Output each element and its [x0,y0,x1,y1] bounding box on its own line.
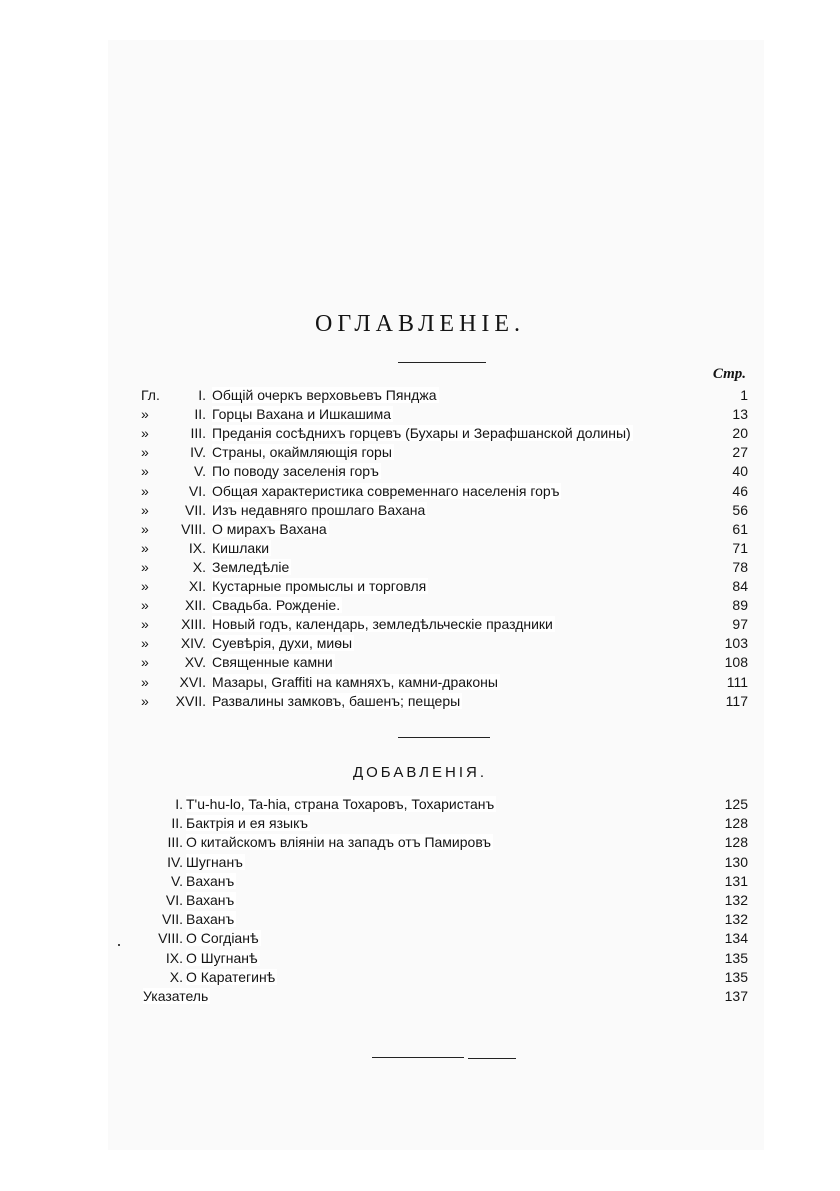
page-number: 97 [732,616,748,633]
addition-number: III. [167,834,183,851]
page-number: 111 [726,673,748,690]
page-number: 46 [732,482,748,499]
addition-entry [0,833,840,852]
chapter-prefix: » [141,425,149,442]
entry-title-cell [186,929,748,948]
chapter-prefix: » [141,558,149,575]
toc-entry [0,539,840,558]
entry-title-cell [186,872,748,891]
page-number: 108 [724,654,748,671]
toc-entry [0,558,840,577]
entry-title: Преданія сосѣднихъ горцевъ (Бухары и Зерафшанской долины) [212,425,631,442]
page-number: 134 [724,930,748,947]
page-number: 128 [724,834,748,851]
toc-entry [0,653,840,672]
chapter-prefix: » [141,635,149,652]
chapter-number: I. [198,387,206,403]
page-column-header: Стр. [712,366,746,382]
chapter-prefix: » [141,597,149,614]
toc-entry [0,462,840,481]
entry-title: Суевѣрія, духи, миѳы [212,635,353,652]
chapter-number: IX. [188,539,206,556]
section-rule [398,737,490,738]
entry-title-cell [212,539,748,558]
addition-number: VIII. [158,930,183,947]
addition-number: V. [171,872,183,889]
entry-title: Бактрія и ея языкъ [186,815,308,832]
page-number: 61 [732,520,748,537]
entry-title: Изъ недавняго прошлаго Вахана [212,501,426,518]
entry-title-cell [212,653,748,672]
page-number: 135 [724,968,748,985]
page-number: 89 [732,597,748,614]
entry-title: Ваханъ [186,872,235,889]
entry-title: Кишлаки [212,539,270,556]
chapter-number: X. [192,558,206,575]
addition-number: IV. [167,853,183,870]
toc-entry [0,405,840,424]
chapter-number: XV. [184,654,206,671]
addition-entry [0,910,840,929]
chapter-prefix: » [141,406,149,423]
entry-title-cell [212,577,748,596]
chapter-number: XI. [188,578,206,594]
page-number: 125 [724,796,748,812]
toc-entry [0,673,840,692]
entry-title-cell [186,833,748,852]
entry-title-cell [212,520,748,539]
entry-title-cell [212,558,748,577]
entry-title-cell [212,462,748,481]
entry-title: Горцы Вахана и Ишкашима [212,406,392,423]
page-number: 132 [724,911,748,928]
title-rule [398,362,486,363]
chapter-prefix: » [141,673,149,690]
toc-entry [0,634,840,653]
chapter-number: XIV. [180,635,206,652]
entry-title: Земледѣліе [212,558,290,575]
chapter-number: II. [194,406,206,423]
entry-title: Мазары, Graffiti на камняхъ, камни-драконы [212,673,498,690]
entry-title: Шугнанъ [186,853,243,870]
chapter-number: XVII. [175,692,206,709]
page-number: 56 [732,501,748,518]
entry-title-cell [212,673,748,692]
addition-number: VII. [161,911,183,928]
entry-title: Развалины замковъ, башенъ; пещеры [212,692,461,709]
addition-entry [0,795,840,814]
entry-title: О Шугнанѣ [186,949,258,966]
entry-title-cell [212,596,748,615]
entry-title: О Согдіанѣ [186,930,259,947]
entry-title: О Каратегинѣ [186,968,276,985]
chapter-prefix: » [141,578,149,594]
page-title: ОГЛАВЛЕНІЕ. [314,311,526,337]
additions-title: ДОБАВЛЕНІЯ. [352,764,488,781]
toc-entry [0,443,840,462]
page-number: 27 [732,444,748,461]
chapter-prefix: » [141,444,149,461]
page-number: 135 [724,949,748,966]
addition-number: I. [175,796,183,812]
end-rule-right [468,1058,516,1059]
entry-title-cell [186,949,748,968]
addition-entry [0,891,840,910]
end-rule-left [372,1057,464,1058]
chapter-number: XIII. [181,616,206,633]
entry-title-cell [186,891,748,910]
toc-entry [0,577,840,596]
addition-entry [0,872,840,891]
page-number: 13 [732,406,748,423]
entry-title-cell [186,910,748,929]
entry-title-cell [212,443,748,462]
entry-title: Новый годъ, календарь, земледѣльческіе праздники [212,616,553,633]
page-number: 1 [740,387,748,403]
chapter-number: XII. [184,597,206,614]
chapter-number: III. [190,425,206,442]
entry-title-cell [186,968,748,987]
chapter-number: VI. [188,482,206,499]
page-number: 132 [724,892,748,908]
page-number: 137 [724,988,748,1004]
entry-title-cell [212,386,748,405]
entry-title: О китайскомъ вліяніи на западъ отъ Памировъ [186,834,492,851]
entry-title: О мирахъ Вахана [212,520,327,537]
entry-title: По поводу заселенія горъ [212,463,379,480]
toc-entry [0,520,840,539]
entry-title-cell [212,405,748,424]
page-number: 40 [732,463,748,480]
chapter-prefix: » [141,520,149,537]
entry-title-cell [186,795,748,814]
page-number: 128 [724,815,748,832]
addition-number: VI. [165,892,183,908]
entry-title-cell [212,501,748,520]
addition-number: IX. [165,949,183,966]
chapter-prefix: » [141,539,149,556]
addition-entry [0,929,840,948]
page-number: 130 [724,853,748,870]
entry-title-cell [186,814,748,833]
index-entry [0,987,840,1006]
toc-entry [0,386,840,405]
toc-entry [0,501,840,520]
entry-title: Страны, окаймляющія горы [212,444,392,461]
entry-title: T'u-hu-lo, Ta-hia, страна Тохаровъ, Тохаристанъ [186,796,495,812]
page-number: 131 [724,872,748,889]
entry-title: Свадьба. Рожденіе. [212,597,341,614]
page-number: 20 [732,425,748,442]
chapter-prefix: » [141,482,149,499]
entry-title-cell [212,692,748,711]
toc-entry [0,424,840,443]
entry-title-cell [186,853,748,872]
entry-title-cell [143,987,748,1006]
toc-entry [0,615,840,634]
chapter-number: XVI. [179,673,206,690]
entry-title-cell [212,424,748,443]
addition-entry [0,968,840,987]
entry-title: Общій очеркъ верховьевъ Пянджа [212,387,437,403]
chapter-number: V. [194,463,206,480]
chapter-number: VII. [184,501,206,518]
chapter-prefix: » [141,654,149,671]
addition-number: II. [171,815,183,832]
chapter-prefix: » [141,692,149,709]
addition-number: X. [169,968,183,985]
entry-title-cell [212,634,748,653]
entry-title: Общая характеристика современнаго населенія горъ [212,482,560,499]
print-speck [118,944,120,946]
page-number: 84 [732,578,748,594]
page-number: 103 [724,635,748,652]
page-number: 117 [725,692,748,709]
entry-title: Священные камни [212,654,333,671]
entry-title-cell [212,615,748,634]
page-number: 78 [732,558,748,575]
toc-entry [0,692,840,711]
chapter-prefix: » [141,616,149,633]
entry-title: Ваханъ [186,892,235,908]
entry-title: Кустарные промыслы и торговля [212,578,427,594]
toc-entry [0,596,840,615]
chapter-number: IV. [190,444,206,461]
entry-title: Ваханъ [186,911,235,928]
addition-entry [0,814,840,833]
toc-entry [0,482,840,501]
addition-entry [0,853,840,872]
entry-title-cell [212,482,748,501]
chapter-prefix: Гл. [141,387,160,403]
entry-title: Указатель [143,988,209,1004]
page-number: 71 [732,539,748,556]
addition-entry [0,949,840,968]
chapter-prefix: » [141,501,149,518]
chapter-number: VIII. [181,520,206,537]
chapter-prefix: » [141,463,149,480]
